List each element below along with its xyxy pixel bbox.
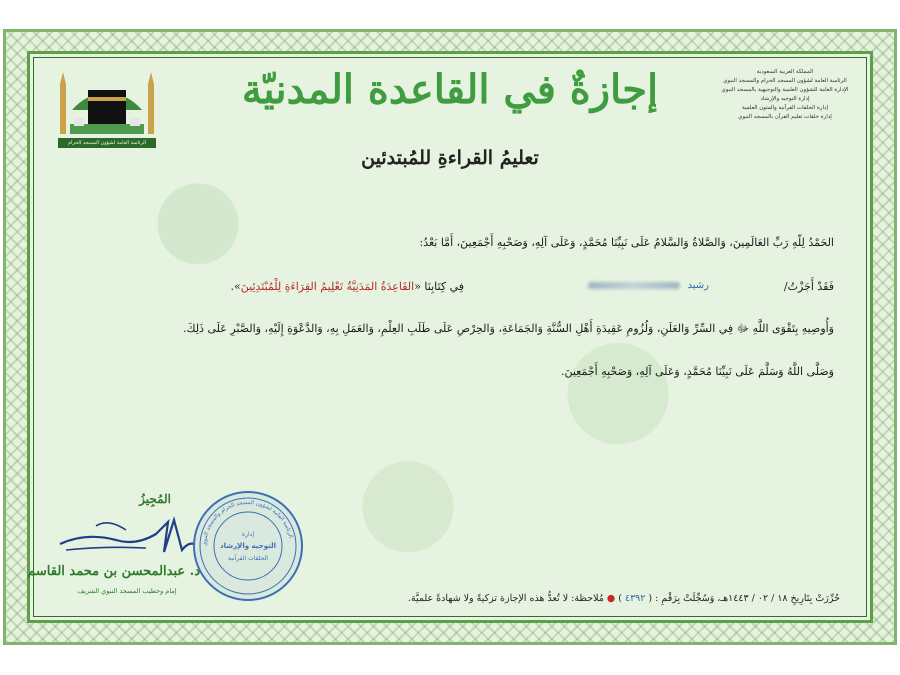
opening-line: الحَمْدُ لِلّهِ رَبِّ العَالَمِينَ، وَالصَّلاةُ وَالسَّلامُ عَلَى نَبِيِّنَا مُحَمَّدٍ، وَعَلَى آلِهِ، وَصَحْبِهِ أَجْمَعِينَ، أَمَّا بَعْدُ:	[419, 236, 834, 249]
seal-center-line: إدارة	[241, 531, 255, 538]
book-title: القَاعِدَةُ المَدَنِيَّةُ تَعْلِيمُ القِرَاءَةِ لِلْمُبْتَدِئِينَ	[240, 280, 415, 293]
closing-line: وَصَلَّى اللَّهُ وَسَلَّمَ عَلَى نَبِيِّنَا مُحَمَّدٍ، وَعَلَى آلِهِ، وَصَحْبِهِ أَجْمَعِينَ.	[560, 365, 834, 378]
issue-date-text: حُرِّرَتْ بِتَارِيخِ ١٨ / ٠٢ / ١٤٤٣هـ، وَسُجِّلَتْ بِرَقْمِ : (	[648, 593, 840, 604]
org-line: الرئاسة العامة لشؤون المسجد الحرام والمسجد النبوي	[723, 78, 847, 84]
certificate-number: ٤٣٩٢	[624, 593, 646, 604]
signer-name: د. عبدالمحسن بن محمد القاسم	[27, 564, 200, 579]
signer-role: المُجِيزُ	[139, 492, 171, 506]
ijaza-line	[82, 280, 834, 296]
org-line: المملكة العربية السعودية	[756, 69, 814, 75]
org-line: إدارة الحلقات القرآنية والمتون العلمية	[742, 105, 828, 111]
number-close: )	[618, 593, 622, 604]
seal-center-line: الحلقات القرآنية	[228, 555, 268, 562]
org-line: الإدارة العامة للشؤون العلمية والتوجيهية بالمسجد النبوي	[721, 87, 849, 93]
certificate-title: إجازةٌ في القاعدة المدنيّة	[241, 66, 659, 113]
footer-note: مُلاحظة: لا تُعدُّ هذه الإجازة تزكيةً ولا شهادةً علميَّة.	[407, 593, 604, 604]
ijaza-label: فَقَدْ أَجَزْتُ/	[783, 280, 834, 293]
bullet-dot-icon: ●	[606, 593, 616, 604]
book-prefix: فِي كِتَابِنَا «	[414, 280, 464, 293]
certificate-subtitle: تعليمُ القراءةِ للمُبتدئين	[361, 147, 539, 169]
org-line: إدارة حلقات تعليم القرآن بالمسجد النبوي	[738, 114, 832, 120]
signer-title: إمام وخطيب المسجد النبوي الشريف	[77, 587, 177, 595]
signer-block	[27, 492, 200, 612]
logo-caption: الرئاسة العامة لشؤون المسجد الحرام والمسجد النبوي	[58, 138, 156, 148]
kaaba-logo-icon	[56, 70, 158, 148]
seal-center-line: التوجيه والإرشاد	[220, 542, 276, 550]
redacted-name-blur	[588, 282, 680, 289]
signature-icon	[56, 512, 196, 560]
book-suffix: ».	[230, 280, 241, 293]
book-reference	[231, 280, 464, 293]
org-line: إدارة التوجيه والإرشاد	[760, 96, 810, 102]
organization-header	[700, 68, 870, 122]
seal-ring-text: الرئاسة العامة لشؤون المسجد الحرام والمسجد النبوي	[201, 499, 294, 547]
footer-line	[340, 593, 840, 604]
advice-line: وَأُوصِيهِ بِتَقْوَى اللَّهِ ﷻ فِي السِّرِّ وَالعَلَنِ، وَلُزُومِ عَقِيدَةِ أَهْلِ السُّنَّةِ وَالجَمَاعَةِ، وَالحِرْصِ عَلَى طَلَبِ العِلْمِ، وَالعَمَلِ بِهِ، وَالدَّعْوَةِ إِلَيْهِ، وَالصَّبْرِ عَلَى ذَلِكَ.	[182, 322, 834, 335]
student-first-name: رشيد	[687, 280, 709, 291]
student-name	[588, 280, 709, 291]
official-seal-icon	[192, 490, 304, 602]
